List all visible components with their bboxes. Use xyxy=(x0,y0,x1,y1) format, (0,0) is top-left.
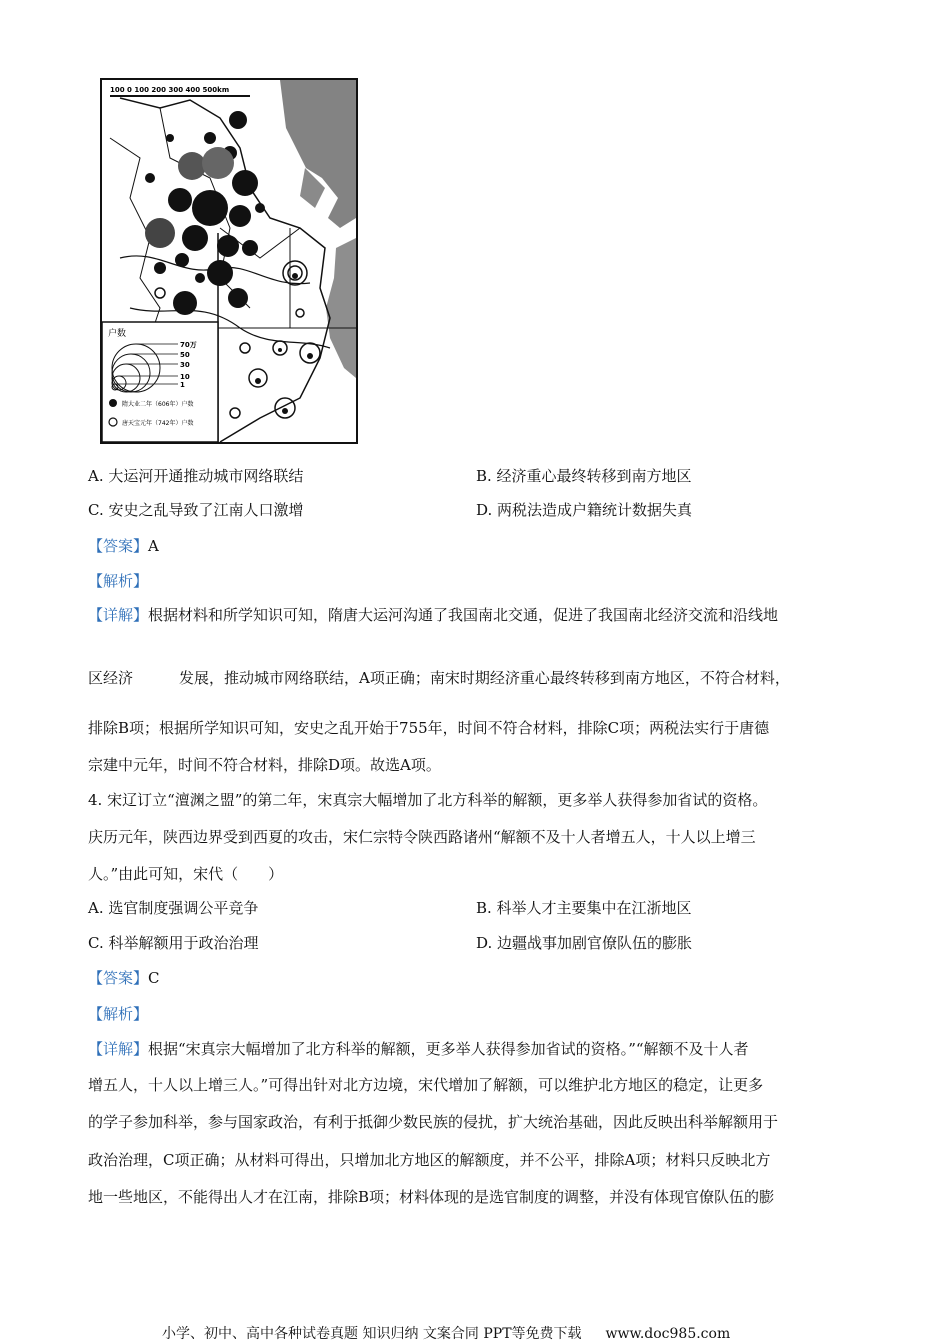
q4-option-b: B. 科举人才主要集中在江浙地区 xyxy=(476,899,692,917)
q3-detail-tag: 【详解】 xyxy=(88,606,149,624)
q3-answer-value: A xyxy=(148,537,159,555)
q4-answer-tag: 【答案】 xyxy=(88,969,149,987)
q4-stem-line-2: 庆历元年，陕西边界受到西夏的攻击，宋仁宗特令陕西路诸州“解额不及十人者增五人，十人以上增三 xyxy=(88,828,756,846)
legend-sui-marker xyxy=(109,399,117,407)
q3-detail-text-2a: 区经济 xyxy=(88,669,134,687)
legend-sui-label: 隋大业二年（606年）户数 xyxy=(122,401,194,408)
q4-answer xyxy=(88,968,160,988)
q3-answer-tag: 【答案】 xyxy=(88,537,149,555)
q3-answer xyxy=(88,536,159,556)
legend-value-1: 70万 xyxy=(180,341,197,349)
legend-tang-label: 唐天宝元年（742年）户数 xyxy=(122,420,194,427)
footer-url[interactable]: www.doc985.com xyxy=(605,1326,731,1342)
legend-value-3: 30 xyxy=(180,361,190,369)
legend-title: 户数 xyxy=(108,329,127,339)
footer-text: 小学、初中、高中各种试卷真题 知识归纳 文案合同 PPT等免费下载 xyxy=(162,1326,582,1342)
page-footer xyxy=(162,1324,730,1344)
q4-detail-line-5: 地一些地区，不能得出人才在江南，排除B项；材料体现的是选官制度的调整，并没有体现官僚队伍的膨 xyxy=(88,1188,775,1206)
q4-detail-line-3: 的学子参加科举，参与国家政治，有利于抵御少数民族的侵扰，扩大统治基础，因此反映出科举解额用于 xyxy=(88,1113,779,1131)
q3-detail-line-3: 排除B项；根据所学知识可知，安史之乱开始于755年，时间不符合材料，排除C项；两税法实行于唐德 xyxy=(88,719,770,737)
q4-detail-line-4: 政治治理，C项正确；从材料可得出，只增加北方地区的解额度，并不公平，排除A项；材料只反映北方 xyxy=(88,1151,771,1169)
q3-detail-text-1: 根据材料和所学知识可知，隋唐大运河沟通了我国南北交通，促进了我国南北经济交流和沿线地 xyxy=(148,606,779,624)
q4-analysis-tag: 【解析】 xyxy=(88,1005,149,1023)
q3-option-a: A. 大运河开通推动城市网络联结 xyxy=(88,467,304,485)
q4-stem-line-3: 人。”由此可知，宋代（ ） xyxy=(88,865,284,883)
q3-detail-text-2b: 发展，推动城市网络联结，A项正确；南宋时期经济重心最终转移到南方地区，不符合材料， xyxy=(179,669,790,687)
q4-option-a: A. 选官制度强调公平竞争 xyxy=(88,899,259,917)
q4-answer-value: C xyxy=(148,969,160,987)
q3-detail-line-2 xyxy=(88,668,790,688)
q3-option-d: D. 两税法造成户籍统计数据失真 xyxy=(476,501,693,519)
q4-detail-text-1: 根据“宋真宗大幅增加了北方科举的解额，更多举人获得参加省试的资格。”“解额不及十人者 xyxy=(148,1040,749,1058)
population-map-figure xyxy=(100,78,358,444)
q3-option-c: C. 安史之乱导致了江南人口激增 xyxy=(88,501,304,519)
q4-detail-line-1 xyxy=(88,1039,749,1059)
legend-value-2: 50 xyxy=(180,351,190,359)
map-scale-label: 100 0 100 200 300 400 500km xyxy=(110,86,230,94)
q3-analysis-tag: 【解析】 xyxy=(88,572,149,590)
legend-value-5: 1 xyxy=(180,381,185,389)
q3-option-b: B. 经济重心最终转移到南方地区 xyxy=(476,467,692,485)
q3-detail-line-1 xyxy=(88,605,778,625)
q4-option-d: D. 边疆战事加剧官僚队伍的膨胀 xyxy=(476,934,693,952)
q4-detail-line-2: 增五人，十人以上增三人。”可得出针对北方边境，宋代增加了解额，可以维护北方地区的稳定，让更多 xyxy=(88,1076,764,1094)
q4-option-c: C. 科举解额用于政治治理 xyxy=(88,934,259,952)
q4-stem-line-1: 4. 宋辽订立“澶渊之盟”的第二年，宋真宗大幅增加了北方科举的解额，更多举人获得参加省试的资格。 xyxy=(88,791,768,809)
q3-detail-line-4: 宗建中元年，时间不符合材料，排除D项。故选A项。 xyxy=(88,756,441,774)
q4-detail-tag: 【详解】 xyxy=(88,1040,149,1058)
legend-value-4: 10 xyxy=(180,373,190,381)
